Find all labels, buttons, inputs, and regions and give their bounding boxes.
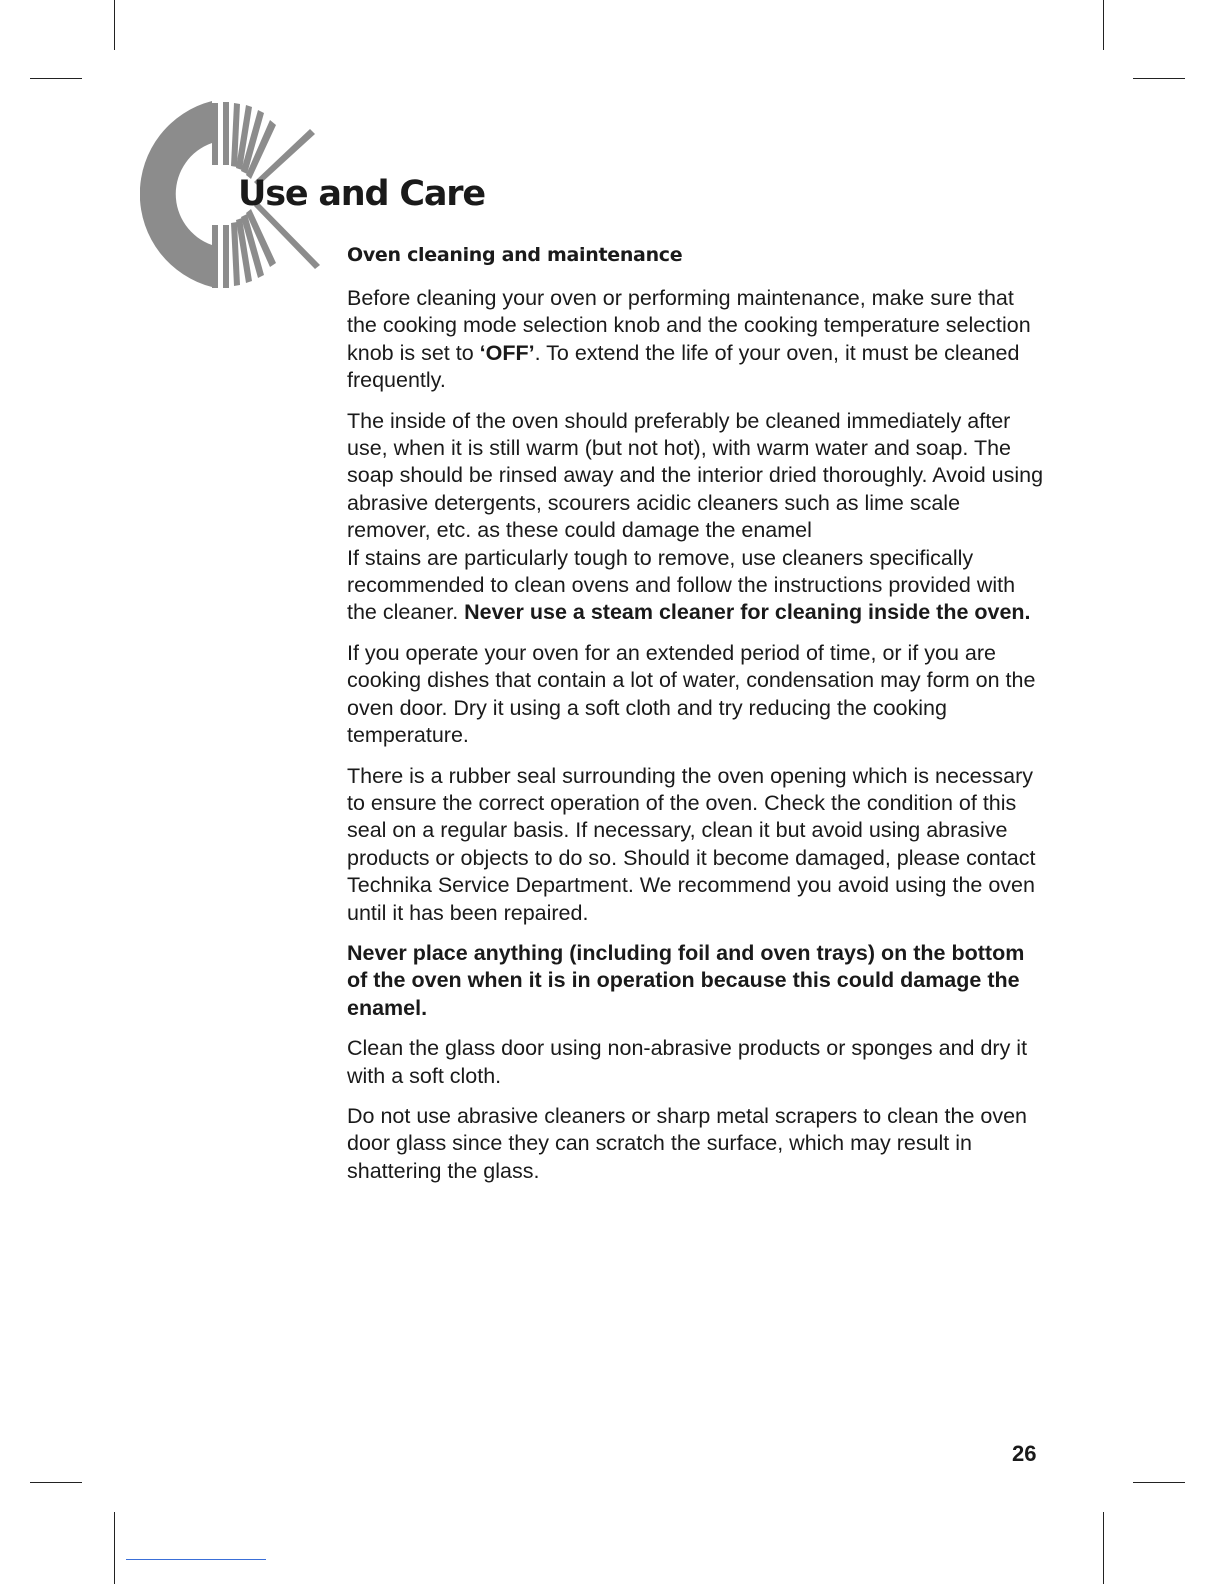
paragraph: Clean the glass door using non-abrasive products or sponges and dry it with a soft cloth. xyxy=(347,1036,1028,1088)
crop-mark xyxy=(114,1512,115,1584)
warning-paragraph: Never place anything (including foil and oven trays) on the bottom of the oven when it is in operation because this could damage the enamel. xyxy=(347,940,1025,1020)
crop-mark xyxy=(1103,1512,1104,1584)
paragraph: If you operate your oven for an extended period of time, or if you are cooking dishes that contain a lot of water, condensation may form on the oven door. Dry it using a soft cloth and try reducing the cooking temperature. xyxy=(347,640,1036,748)
crop-mark xyxy=(1133,1482,1185,1483)
paragraph: The inside of the oven should preferably be cleaned immediately after use, when it is still warm (but not hot), with warm water and soap. The soap should be rinsed away and the interior dried thoroughly. Avoid using abrasive detergents, scourers acidic cleaners such as lime scale remover, etc. as these could damage the enamel xyxy=(347,408,1044,543)
paragraph: Do not use abrasive cleaners or sharp metal scrapers to clean the oven door glass since they can scratch the surface, which may result in shattering the glass. xyxy=(347,1103,1028,1183)
crop-mark xyxy=(30,78,82,79)
paragraph: If stains are particularly tough to remove, use cleaners specifically recommended to clean ovens and follow the instructions provided with the cleaner. Never use a steam cleaner for cleaning inside the oven. xyxy=(347,545,1031,625)
paragraph: Before cleaning your oven or performing maintenance, make sure that the cooking mode selection knob and the cooking temperature selection knob is set to ‘OFF’. To extend the life of your oven, it must be cleaned frequently. xyxy=(347,286,1031,393)
crop-mark xyxy=(114,0,115,50)
crop-mark xyxy=(1103,0,1104,50)
crop-mark xyxy=(30,1482,82,1483)
crop-mark xyxy=(1133,78,1185,79)
section-heading: Oven cleaning and maintenance xyxy=(347,244,683,266)
body-text xyxy=(347,285,1047,1198)
paragraph: There is a rubber seal surrounding the oven opening which is necessary to ensure the correct operation of the oven. Check the condition of this seal on a regular basis. If necessary, clean it but avoid using abrasive products or objects to do so. Should it become damaged, please contact Technika Service Department. We recommend you avoid using the oven until it has been repaired. xyxy=(347,763,1036,925)
page-number: 26 xyxy=(1012,1441,1037,1466)
footer-rule xyxy=(126,1559,266,1560)
page-title: Use and Care xyxy=(238,174,485,214)
